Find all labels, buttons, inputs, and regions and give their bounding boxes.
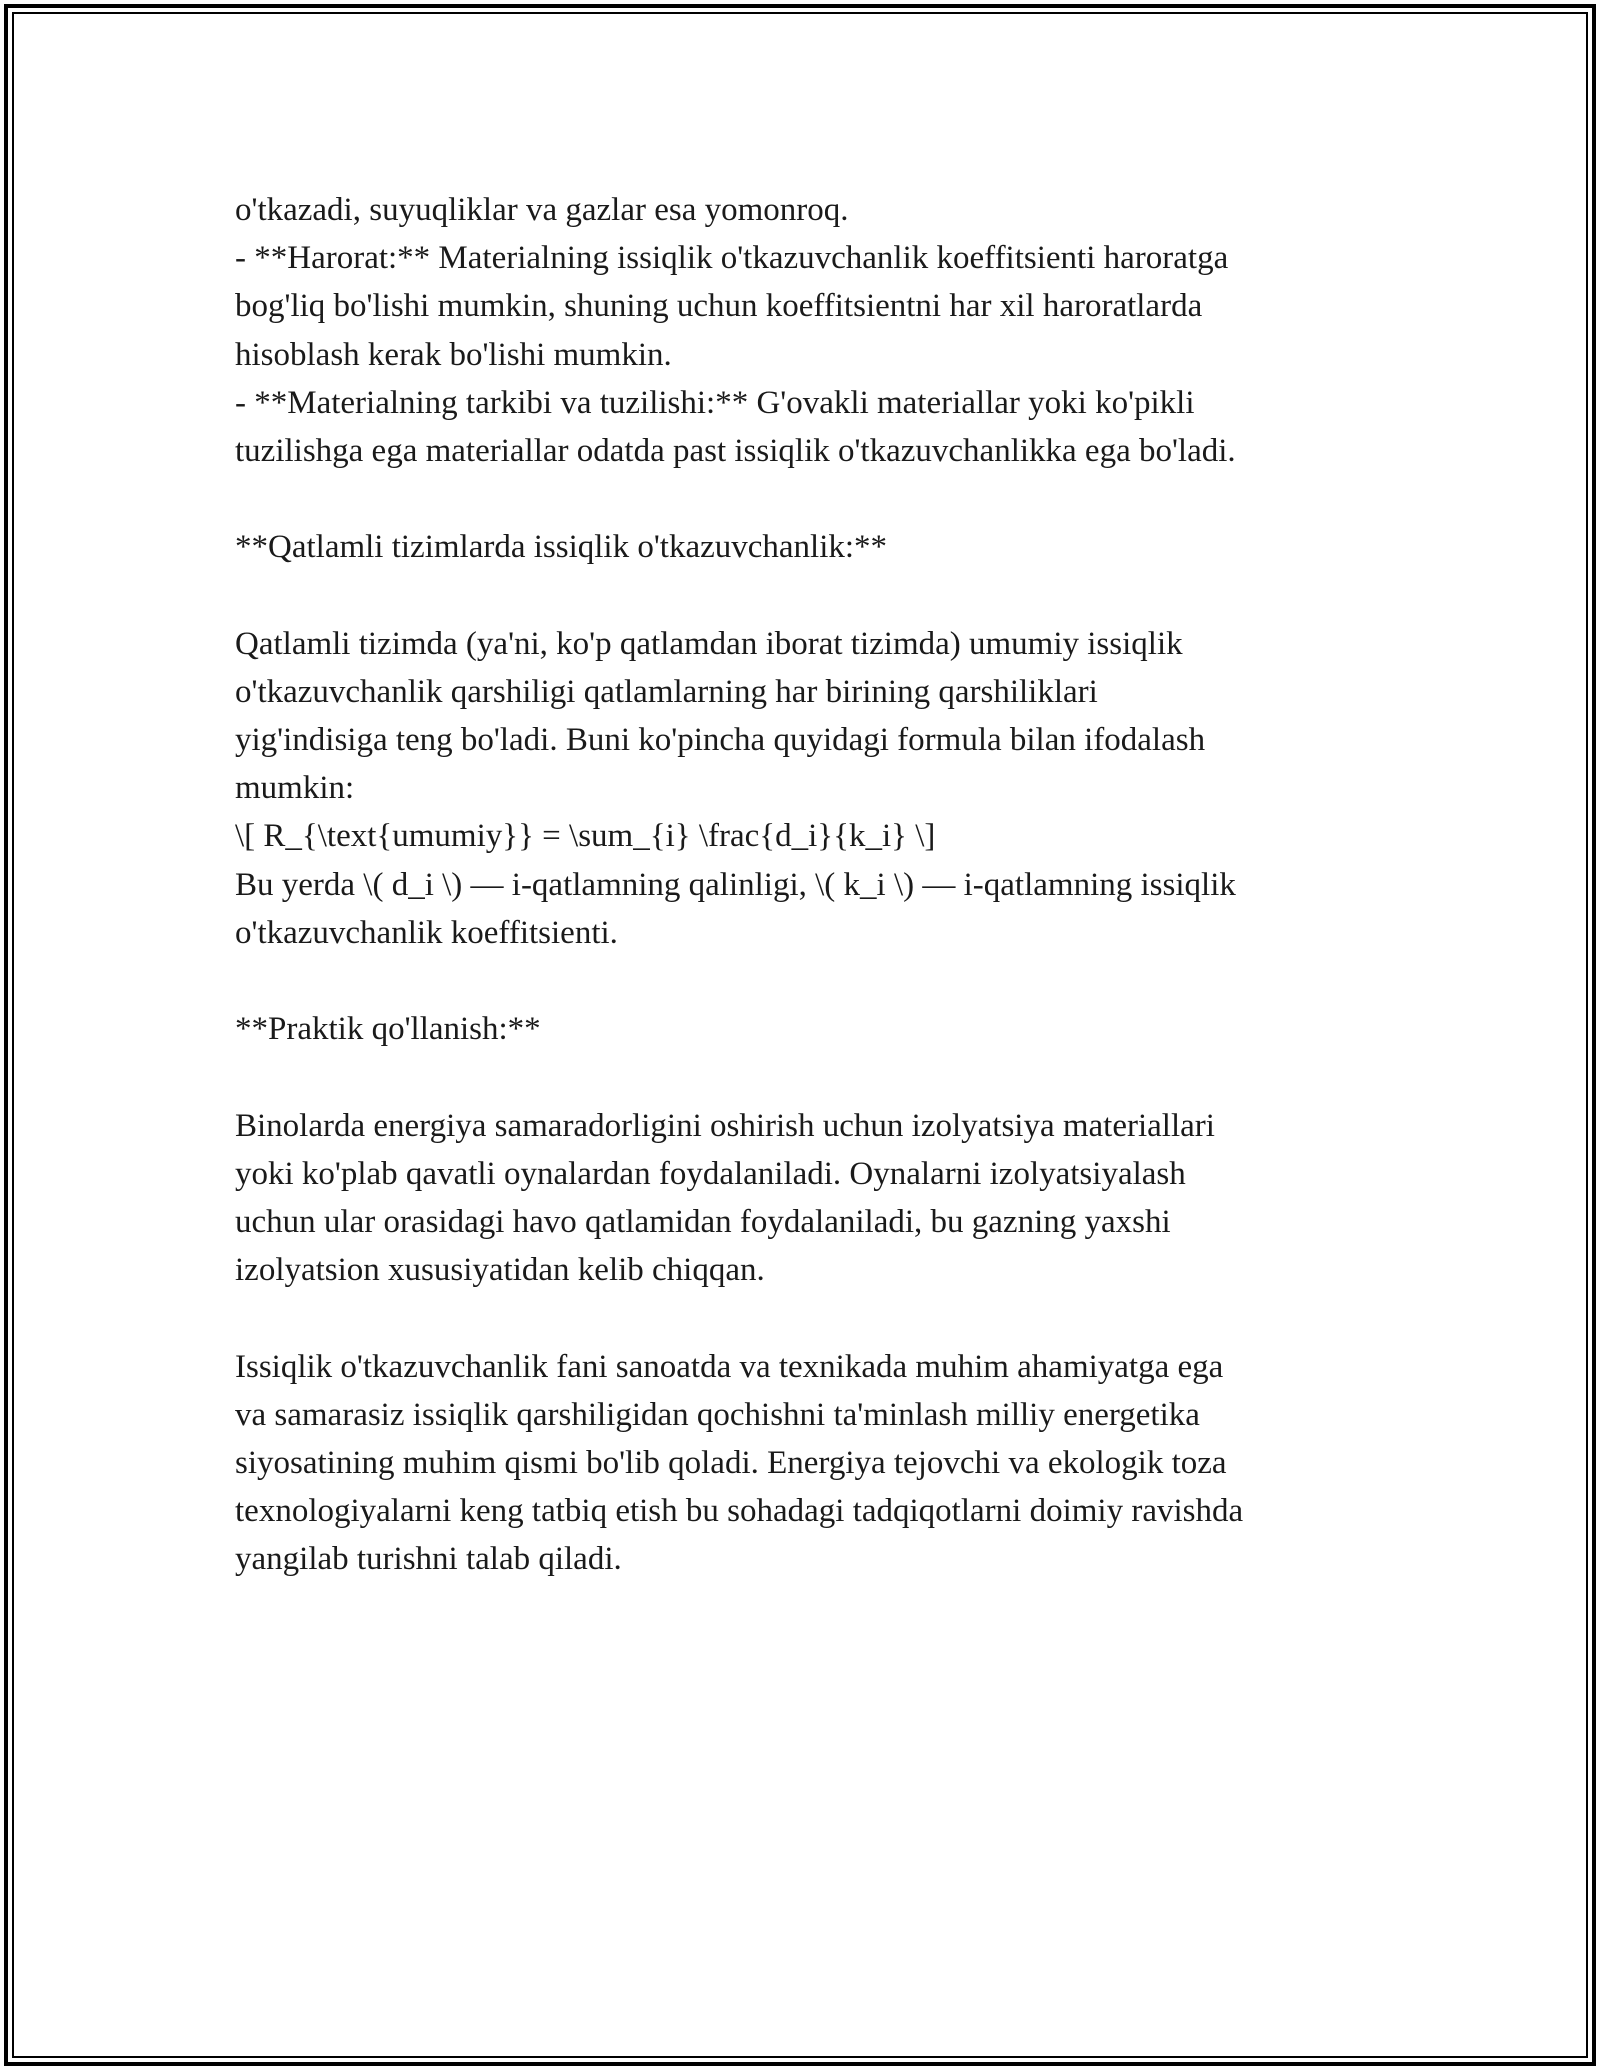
text-line: yig'indisiga teng bo'ladi. Buni ko'pincha quyidagi formula bilan ifodalash — [235, 722, 1206, 759]
blank-line — [235, 1053, 1385, 1101]
text-line: Qatlamli tizimda (ya'ni, ko'p qatlamdan iborat tizimda) umumiy issiqlik — [235, 625, 1183, 662]
text-line: - **Materialning tarkibi va tuzilishi:** G'ovakli materiallar yoki ko'pikli — [235, 384, 1195, 421]
text-line: o'tkazuvchanlik qarshiligi qatlamlarning har birining qarshiliklari — [235, 673, 1098, 710]
text-line: hisoblash kerak bo'lishi mumkin. — [235, 336, 672, 373]
blank-line — [235, 475, 1385, 523]
text-line: Issiqlik o'tkazuvchanlik fani sanoatda va texnikada muhim ahamiyatga ega — [235, 1348, 1224, 1385]
text-line: mumkin: — [235, 770, 355, 807]
text-line: va samarasiz issiqlik qarshiligidan qochishni ta'minlash milliy energetika — [235, 1396, 1200, 1433]
blank-line — [235, 572, 1385, 620]
blank-line — [235, 1294, 1385, 1342]
text-line: tuzilishga ega materiallar odatda past issiqlik o'tkazuvchanlikka ega bo'ladi. — [235, 432, 1236, 469]
blank-line — [235, 957, 1385, 1005]
text-line: o'tkazuvchanlik koeffitsienti. — [235, 914, 618, 951]
text-line: Bu yerda \( d_i \) — i-qatlamning qalinligi, \( k_i \) — i-qatlamning issiqlik — [235, 866, 1236, 903]
text-line: yoki ko'plab qavatli oynalardan foydalaniladi. Oynalarni izolyatsiyalash — [235, 1155, 1186, 1192]
text-line: Binolarda energiya samaradorligini oshirish uchun izolyatsiya materiallari — [235, 1107, 1215, 1144]
text-line: texnologiyalarni keng tatbiq etish bu sohadagi tadqiqotlarni doimiy ravishda — [235, 1493, 1244, 1530]
text-line: yangilab turishni talab qiladi. — [235, 1541, 622, 1578]
text-line: o'tkazadi, suyuqliklar va gazlar esa yomonroq. — [235, 192, 849, 228]
text-line: bog'liq bo'lishi mumkin, shuning uchun koeffitsientni har xil haroratlarda — [235, 288, 1203, 325]
text-line: - **Harorat:** Materialning issiqlik o'tkazuvchanlik koeffitsienti haroratga — [235, 240, 1229, 277]
section-heading: **Praktik qo'llanish:** — [235, 1011, 541, 1048]
document-body — [235, 186, 1385, 1583]
text-line: siyosatining muhim qismi bo'lib qoladi. Energiya tejovchi va ekologik toza — [235, 1444, 1227, 1481]
text-line: uchun ular orasidagi havo qatlamidan foydalaniladi, bu gazning yaxshi — [235, 1203, 1171, 1240]
text-line: izolyatsion xususiyatidan kelib chiqqan. — [235, 1252, 765, 1289]
section-heading: **Qatlamli tizimlarda issiqlik o'tkazuvchanlik:** — [235, 529, 888, 566]
formula-line: \[ R_{\text{umumiy}} = \sum_{i} \frac{d_i}{k_i} \] — [235, 818, 936, 855]
